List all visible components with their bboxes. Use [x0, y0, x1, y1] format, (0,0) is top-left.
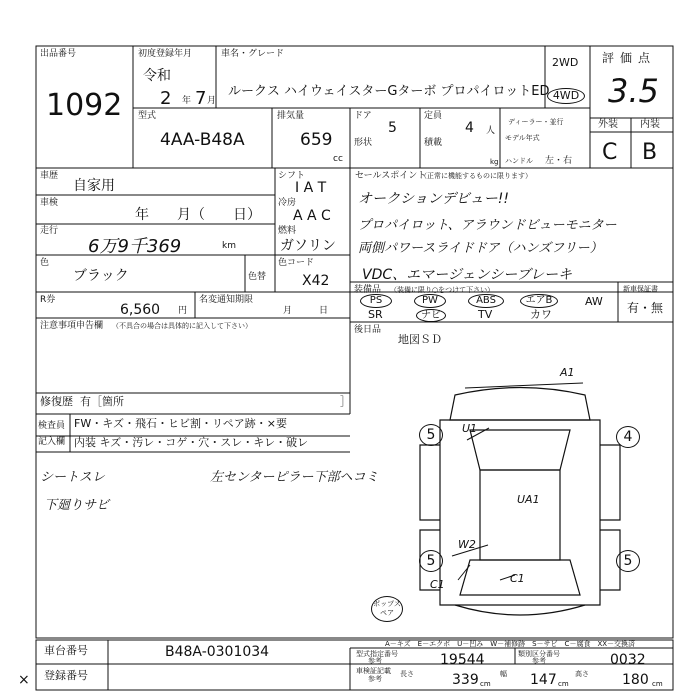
pop-spare-icon: ポップスペア	[371, 596, 403, 622]
first-reg-year-mark: 年	[182, 96, 192, 106]
type-number-sub: 参考	[368, 657, 382, 665]
inspector-row-2: 内装 キズ・汚レ・コゲ・穴・スレ・キレ・破レ	[74, 436, 309, 449]
class-number-value: 0032	[610, 652, 646, 668]
width-value: 147	[530, 672, 557, 688]
displacement-label: 排気量	[277, 111, 305, 121]
rear-items-value: 地図ＳＤ	[398, 333, 442, 346]
repair-value: 有［箇所	[80, 395, 124, 408]
exterior-label: 外装	[598, 119, 618, 130]
shaken-label: 車検	[40, 198, 59, 208]
shift-label: シフト	[278, 171, 306, 181]
recycle-unit: 円	[178, 306, 188, 316]
inspector-label-2: 記入欄	[38, 437, 66, 447]
color-code-label: 色コード	[278, 258, 315, 268]
car-name-value: ルークス ハイウェイスターGターボ プロパイロットED	[228, 84, 550, 99]
interior-label: 内装	[640, 119, 660, 130]
drive-4wd: 4WD	[547, 88, 585, 104]
color-label: 色	[40, 258, 50, 268]
new-car-warranty-value: 有・無	[627, 301, 664, 315]
rating-value: 3.5	[608, 72, 659, 110]
type-number-value: 19544	[440, 652, 485, 668]
mark-c1-center: C1	[510, 572, 525, 585]
mileage-label: 走行	[40, 226, 59, 236]
handle-value: 左・右	[545, 156, 573, 166]
shape-label: 形状	[354, 138, 373, 148]
height-unit: cm	[652, 680, 663, 688]
length-unit: cm	[480, 680, 491, 688]
equipment-label: 装備品	[354, 285, 382, 295]
handwritten-underbody: 下廻りサビ	[44, 498, 110, 513]
type-number-label: 型式指定番号	[356, 650, 398, 658]
shaken-text: 年 月（ 日）	[135, 207, 261, 223]
chassis-label: 車台番号	[44, 644, 88, 657]
color-change-label: 色替	[248, 272, 267, 282]
selling-points-sub: （正常に機能するものに限ります）	[420, 172, 532, 180]
handwritten-seat: シートスレ	[40, 470, 105, 485]
length-label: 長さ	[400, 670, 414, 678]
load-unit: kg	[490, 158, 499, 166]
mark-u1: U1	[462, 422, 478, 435]
equipment-navi: ナビ	[416, 309, 446, 322]
class-number-sub: 参考	[532, 657, 546, 665]
name-change-date: 月 日	[283, 306, 329, 316]
selling-point-3: 両側パワースライドドア（ハンズフリー）	[358, 241, 603, 256]
recycle-label: R券	[40, 295, 56, 305]
rating-label: 評価点	[602, 51, 657, 65]
selling-point-2: プロパイロット、アラウンドビューモニター	[358, 218, 617, 233]
damage-legend: A－キズ E－エクボ U－凹み W－補修跡 S－サビ C－腐食 XX－交換済	[385, 640, 636, 648]
equipment-sr: SR	[368, 308, 383, 321]
equipment-leather: カワ	[530, 308, 552, 321]
mark-a1: A1	[560, 366, 575, 379]
handwritten-pillar: 左センターピラー下部ヘコミ	[210, 470, 379, 485]
first-reg-era: 令和	[143, 68, 171, 84]
inspector-row-1: FW・キズ・飛石・ヒビ割・リペア跡・×要	[74, 417, 287, 430]
notes-sub: （不具合の場合は具体的に記入して下さい）	[112, 322, 252, 330]
repair-end: ］	[340, 395, 351, 408]
equipment-sub: （装備に限り○をつけて下さい）	[390, 286, 495, 294]
mark-c1-left: C1	[430, 578, 445, 591]
equipment-abs: ABS	[468, 294, 504, 308]
doors-value: 5	[388, 120, 397, 136]
margin-x-mark: ×	[18, 672, 30, 688]
capacity-value: 4	[465, 120, 474, 136]
fuel-label: 燃料	[278, 226, 297, 236]
equipment-tv: TV	[478, 308, 493, 321]
first-reg-label: 初度登録年月	[138, 49, 193, 59]
equipment-airbag: エアB	[520, 294, 558, 308]
capacity-unit: 人	[486, 126, 496, 136]
first-reg-year: 2	[160, 88, 172, 109]
height-label: 高さ	[575, 670, 589, 678]
dims-sub: 参考	[368, 675, 382, 683]
first-reg-month: 7	[195, 88, 207, 109]
load-label: 積載	[424, 138, 443, 148]
color-code-value: X42	[302, 273, 330, 289]
equipment-pw: PW	[414, 294, 446, 308]
width-label: 幅	[500, 670, 507, 678]
car-name-label: 車名・グレード	[221, 49, 285, 59]
equipment-aw: AW	[585, 295, 603, 308]
mileage-unit: km	[222, 241, 236, 251]
width-unit: cm	[558, 680, 569, 688]
mark-ua1: UA1	[517, 493, 540, 506]
selling-point-4: VDC、エマージェンシーブレーキ	[362, 267, 572, 283]
first-reg-month-mark: 月	[207, 96, 217, 106]
fuel-value: ガソリン	[280, 238, 336, 254]
class-number-label: 類別区分番号	[518, 650, 560, 658]
chassis-value: B48A-0301034	[165, 644, 270, 660]
repair-label: 修復歴	[40, 395, 73, 408]
interior-grade: B	[642, 140, 658, 165]
capacity-label: 定員	[424, 111, 443, 121]
registration-label: 登録番号	[44, 669, 88, 682]
exterior-grade: C	[602, 140, 618, 165]
length-value: 339	[452, 672, 479, 688]
mark-w2: W2	[458, 538, 476, 551]
tire-rr: 5	[616, 550, 640, 572]
selling-point-1: オークションデビュー!!	[358, 191, 509, 207]
mileage-value: 6万9千369	[88, 236, 182, 257]
displacement-unit: cc	[333, 154, 343, 164]
drive-2wd: 2WD	[552, 56, 579, 69]
ac-label: 冷房	[278, 198, 297, 208]
new-car-warranty-label: 新車保証書	[623, 285, 658, 293]
displacement-value: 659	[300, 130, 333, 150]
doors-label: ドア	[354, 111, 372, 121]
handle-label: ハンドル	[505, 157, 533, 165]
dealer-label: ディーラー・並行	[508, 118, 564, 126]
color-value: ブラック	[73, 268, 129, 284]
name-change-label: 名変通知期限	[199, 295, 254, 305]
tire-fl: 5	[419, 424, 443, 446]
ac-value: A A C	[293, 208, 331, 224]
model-label: 型式	[138, 111, 157, 121]
equipment-ps: PS	[360, 294, 392, 308]
height-value: 180	[622, 672, 649, 688]
lot-number: 1092	[46, 88, 123, 123]
rear-items-label: 後日品	[354, 325, 382, 335]
dims-label: 車検証記載	[356, 667, 391, 675]
tire-fr: 4	[616, 426, 640, 448]
history-label: 車歴	[40, 171, 59, 181]
shift-value: I A T	[295, 180, 327, 196]
model-year-label: モデル年式	[505, 134, 540, 142]
selling-points-label: セールスポイント	[355, 171, 427, 181]
tire-rl: 5	[419, 550, 443, 572]
inspector-label-1: 検査員	[38, 421, 66, 431]
notes-label: 注意事項申告欄	[40, 321, 104, 331]
history-value: 自家用	[73, 178, 115, 194]
recycle-value: 6,560	[120, 302, 161, 318]
lot-label: 出品番号	[40, 49, 77, 59]
model-value: 4AA-B48A	[160, 130, 245, 150]
